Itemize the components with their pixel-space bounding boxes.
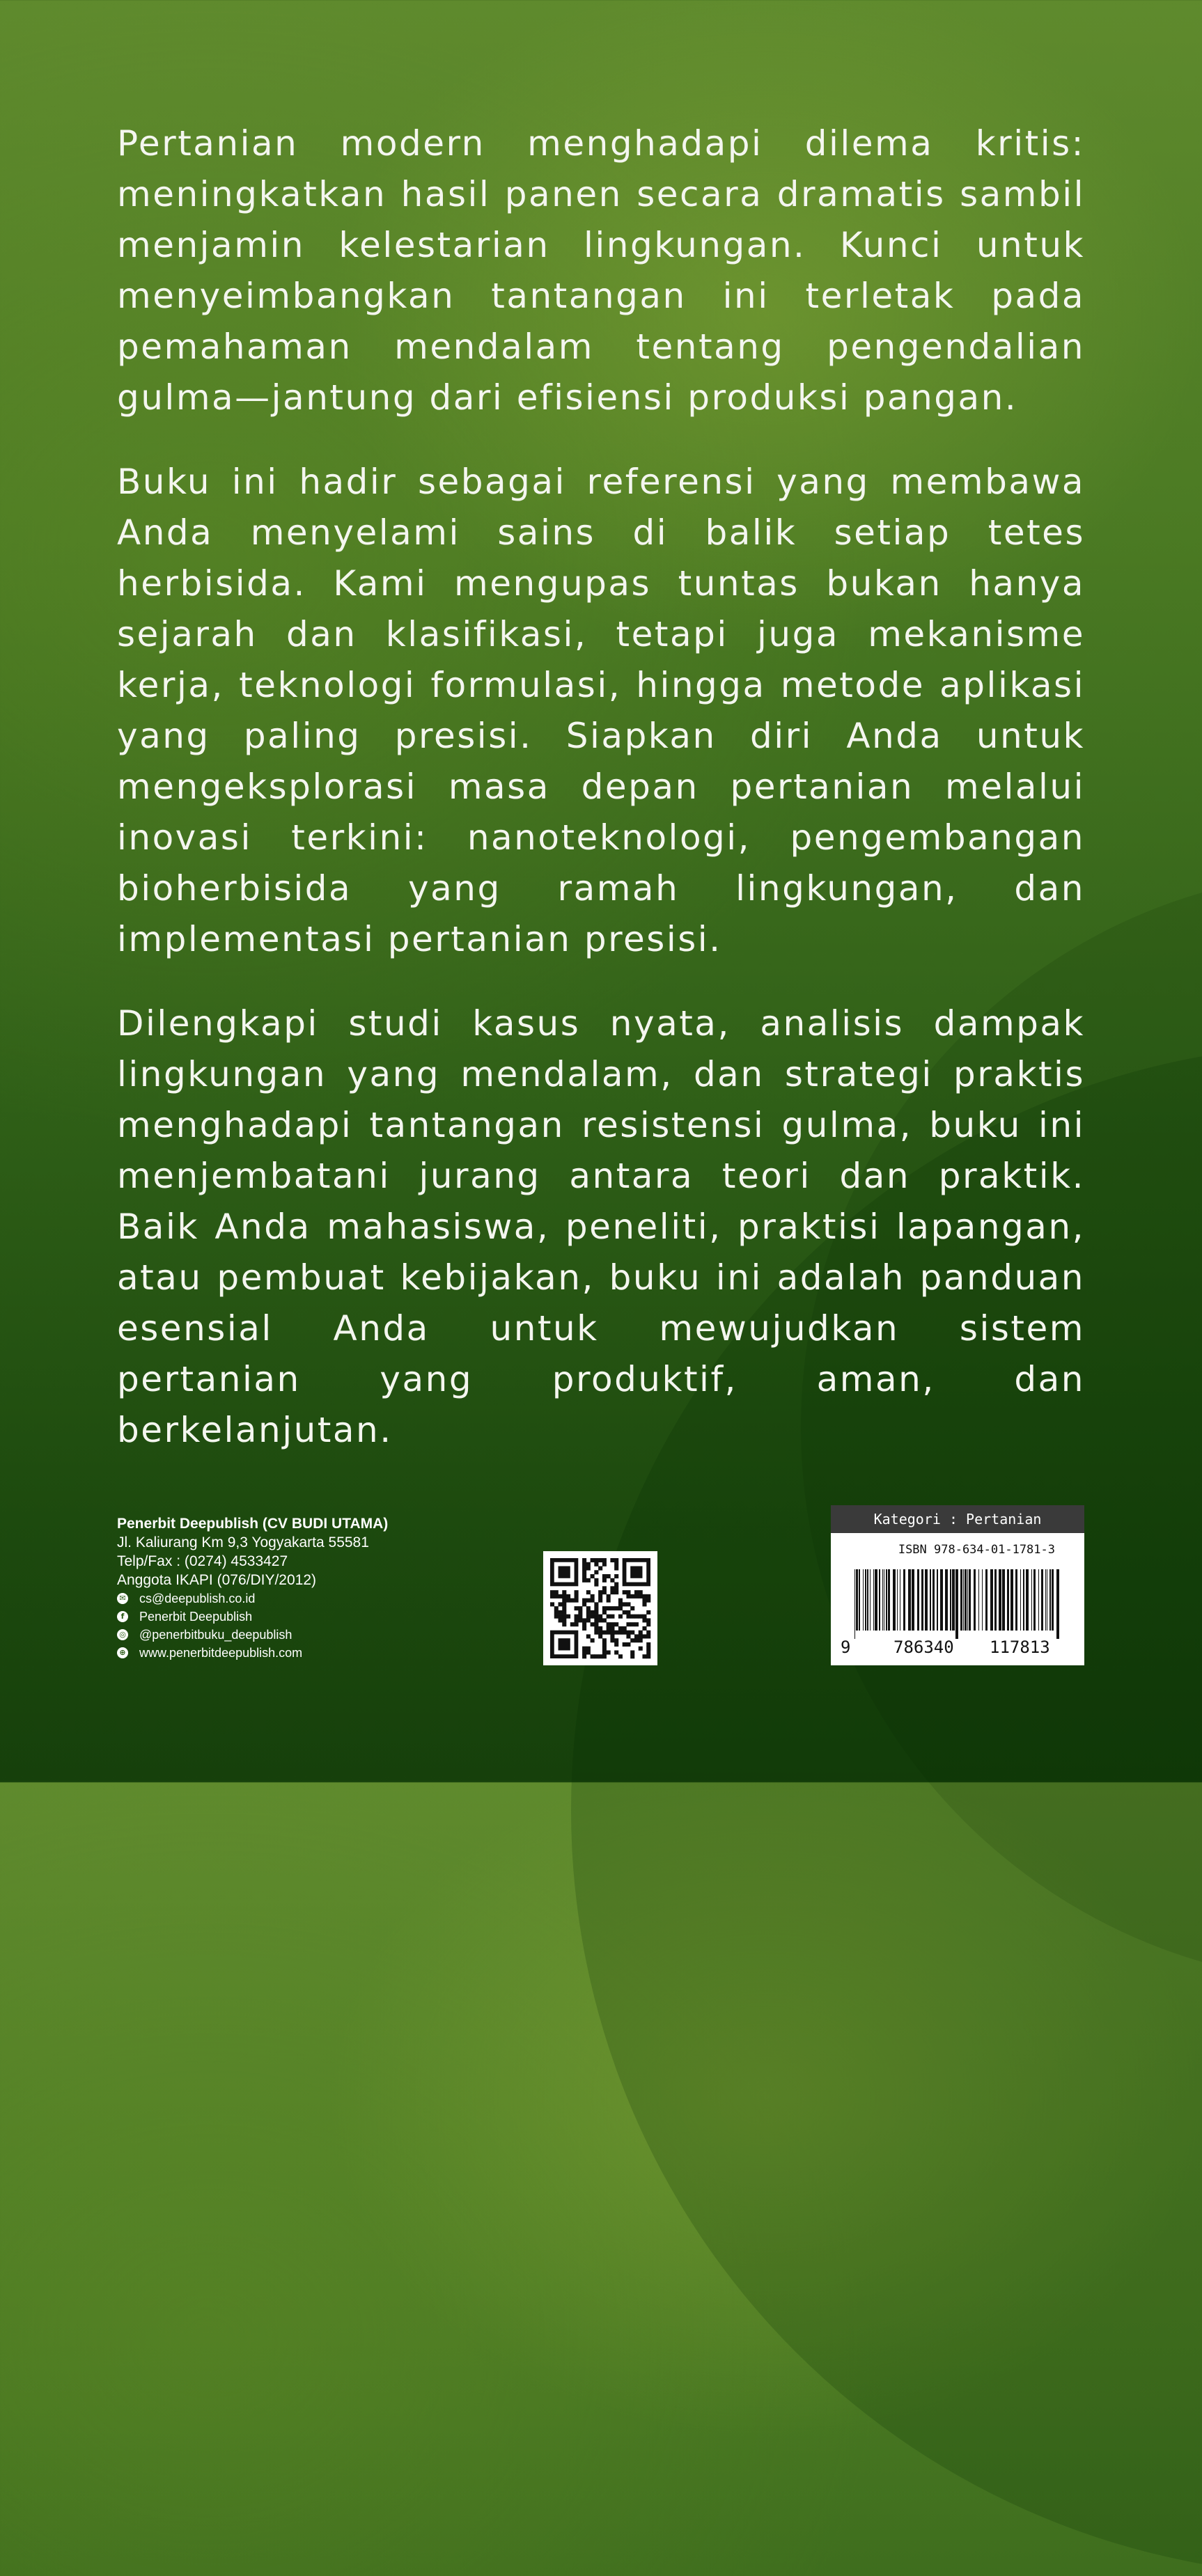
- barcode-digits-right: 117813: [990, 1638, 1050, 1657]
- publisher-name: Penerbit Deepublish (CV BUDI UTAMA): [117, 1516, 389, 1532]
- facebook-icon: f: [117, 1611, 128, 1622]
- contact-instagram: [117, 1626, 535, 1644]
- contact-facebook-text: Penerbit Deepublish: [139, 1610, 253, 1624]
- isbn-barcode-box: [831, 1505, 1084, 1665]
- barcode-digits-left: 786340: [893, 1638, 954, 1657]
- qr-code: [543, 1551, 657, 1665]
- instagram-icon: ◎: [117, 1629, 128, 1640]
- contact-website: [117, 1644, 535, 1662]
- blurb-paragraph-1: Pertanian modern menghadapi dilema kritis: meningkatkan hasil panen secara dramatis sambil menjamin kelestarian lingkungan. Kunci untuk menyeimbangkan tantangan ini terletak pada pemahaman mendalam tentang pengendalian gulma—jantung dari efisiensi produksi pangan.: [117, 123, 1085, 418]
- back-cover-blurb: [117, 118, 1085, 1489]
- isbn-number: ISBN 978-634-01-1781-3: [898, 1543, 1055, 1557]
- contact-email-text: cs@deepublish.co.id: [139, 1592, 256, 1605]
- globe-icon: ⊕: [117, 1647, 128, 1658]
- category-label: Kategori : Pertanian: [831, 1505, 1084, 1533]
- email-icon: ✉: [117, 1593, 128, 1604]
- publisher-membership: Anggota IKAPI (076/DIY/2012): [117, 1572, 317, 1588]
- contact-instagram-text: @penerbitbuku_deepublish: [139, 1628, 292, 1642]
- contact-email: [117, 1589, 535, 1608]
- publisher-address: Jl. Kaliurang Km 9,3 Yogyakarta 55581: [117, 1534, 369, 1550]
- barcode-digit-lead: 9: [841, 1638, 851, 1657]
- publisher-info: [117, 1514, 535, 1662]
- blurb-paragraph-3: Dilengkapi studi kasus nyata, analisis dampak lingkungan yang mendalam, dan strategi praktis menghadapi tantangan resistensi gulma, buku ini menjembatani jurang antara teori dan praktik. Baik Anda mahasiswa, peneliti, praktisi lapangan, atau pembuat kebijakan, buku ini adalah panduan esensial Anda untuk mewujudkan sistem pertanian yang produktif, aman, dan berkelanjutan.: [117, 1003, 1085, 1450]
- qr-code-graphic: [543, 1551, 657, 1665]
- contact-website-text: www.penerbitdeepublish.com: [139, 1646, 303, 1660]
- contact-facebook: [117, 1608, 535, 1626]
- barcode: [852, 1569, 1063, 1639]
- publisher-phone: Telp/Fax : (0274) 4533427: [117, 1553, 288, 1569]
- blurb-paragraph-2: Buku ini hadir sebagai referensi yang membawa Anda menyelami sains di balik setiap tetes herbisida. Kami mengupas tuntas bukan hanya sejarah dan klasifikasi, tetapi juga mekanisme kerja, teknologi formulasi, hingga metode aplikasi yang paling presisi. Siapkan diri Anda untuk mengeksplorasi masa depan pertanian melalui inovasi terkini: nanoteknologi, pengembangan bioherbisida yang ramah lingkungan, dan implementasi pertanian presisi.: [117, 462, 1085, 959]
